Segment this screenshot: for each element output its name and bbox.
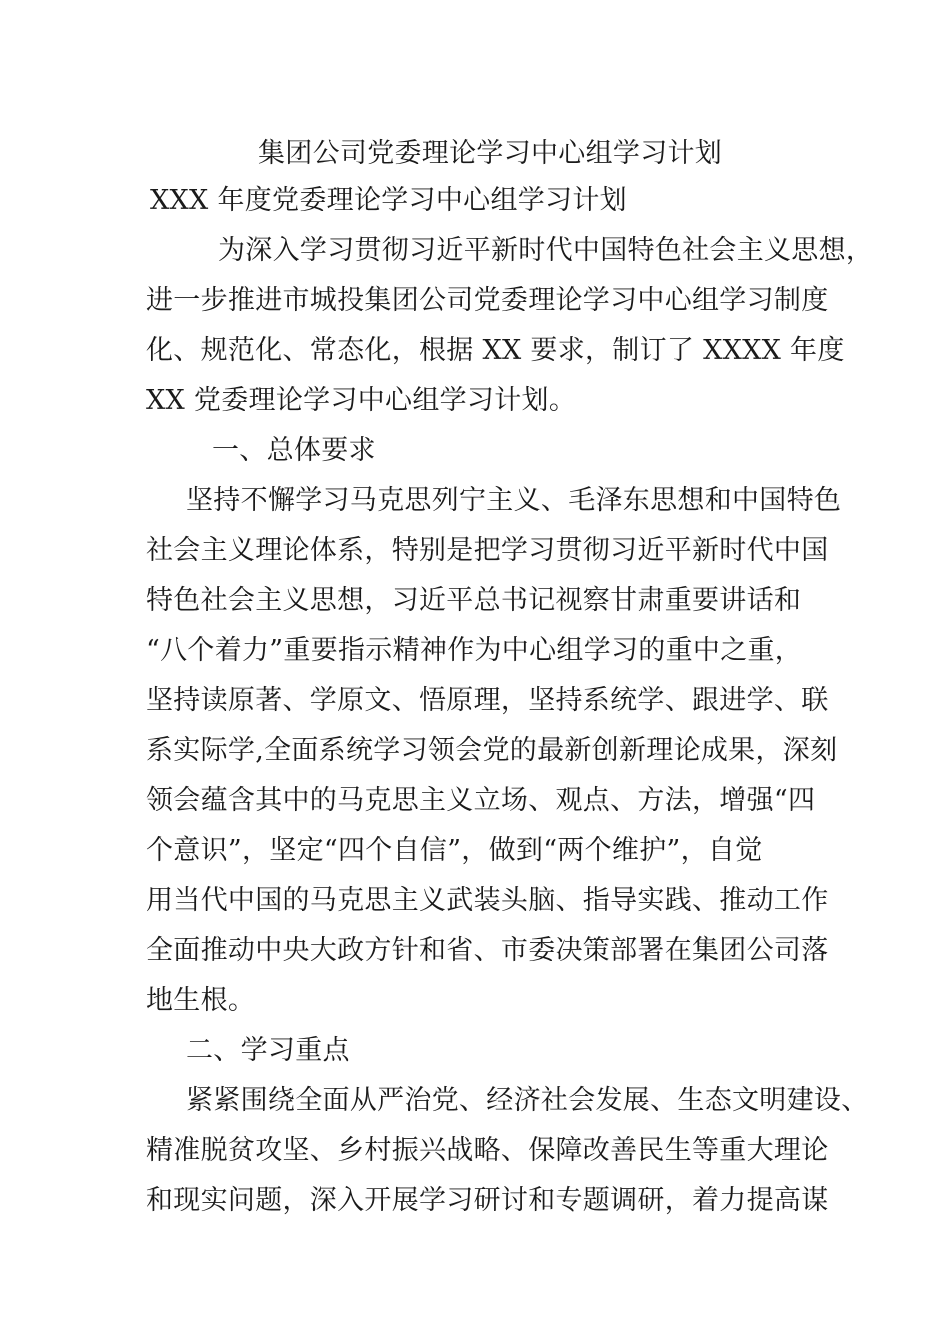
paragraph-line: 坚持不懈学习马克思列宁主义、毛泽东思想和中国特色 xyxy=(186,485,842,516)
paragraph-line: 紧紧围绕全面从严治党、经济社会发展、生态文明建设、 xyxy=(186,1085,869,1116)
paragraph-line: “八个着力”重要指示精神作为中心组学习的重中之重， xyxy=(146,635,803,666)
paragraph-line: 和现实问题，深入开展学习研讨和专题调研，着力提高谋 xyxy=(146,1185,829,1216)
paragraph-line: 为深入学习贯彻习近平新时代中国特色社会主义思想， xyxy=(218,235,874,266)
paragraph-line: 全面推动中央大政方针和省、市委决策部署在集团公司落 xyxy=(146,935,829,966)
paragraph-line: 精准脱贫攻坚、乡村振兴战略、保障改善民生等重大理论 xyxy=(146,1135,829,1166)
paragraph-line: 领会蕴含其中的马克思主义立场、观点、方法，增强“四 xyxy=(146,785,816,816)
section-heading-1: 一、总体要求 xyxy=(212,435,376,466)
paragraph-line: 坚持读原著、学原文、悟原理，坚持系统学、跟进学、联 xyxy=(146,685,829,716)
document-subtitle: XXX 年度党委理论学习中心组学习计划 xyxy=(150,185,627,216)
paragraph-line: 化、规范化、常态化，根据 XX 要求，制订了 XXXX 年度 xyxy=(146,335,845,366)
document-title: 集团公司党委理论学习中心组学习计划 xyxy=(258,138,723,169)
section-heading-2: 二、学习重点 xyxy=(186,1035,350,1066)
paragraph-line: 地生根。 xyxy=(146,985,256,1016)
paragraph-line: 个意识”，坚定“四个自信”，做到“两个维护”，自觉 xyxy=(146,835,763,866)
paragraph-line: 用当代中国的马克思主义武装头脑、指导实践、推动工作 xyxy=(146,885,829,916)
paragraph-line: 系实际学,全面系统学习领会党的最新创新理论成果，深刻 xyxy=(146,735,838,766)
paragraph-line: XX 党委理论学习中心组学习计划。 xyxy=(146,385,577,416)
paragraph-line: 进一步推进市城投集团公司党委理论学习中心组学习制度 xyxy=(146,285,829,316)
paragraph-line: 社会主义理论体系，特别是把学习贯彻习近平新时代中国 xyxy=(146,535,829,566)
paragraph-line: 特色社会主义思想，习近平总书记视察甘肃重要讲话和 xyxy=(146,585,802,616)
